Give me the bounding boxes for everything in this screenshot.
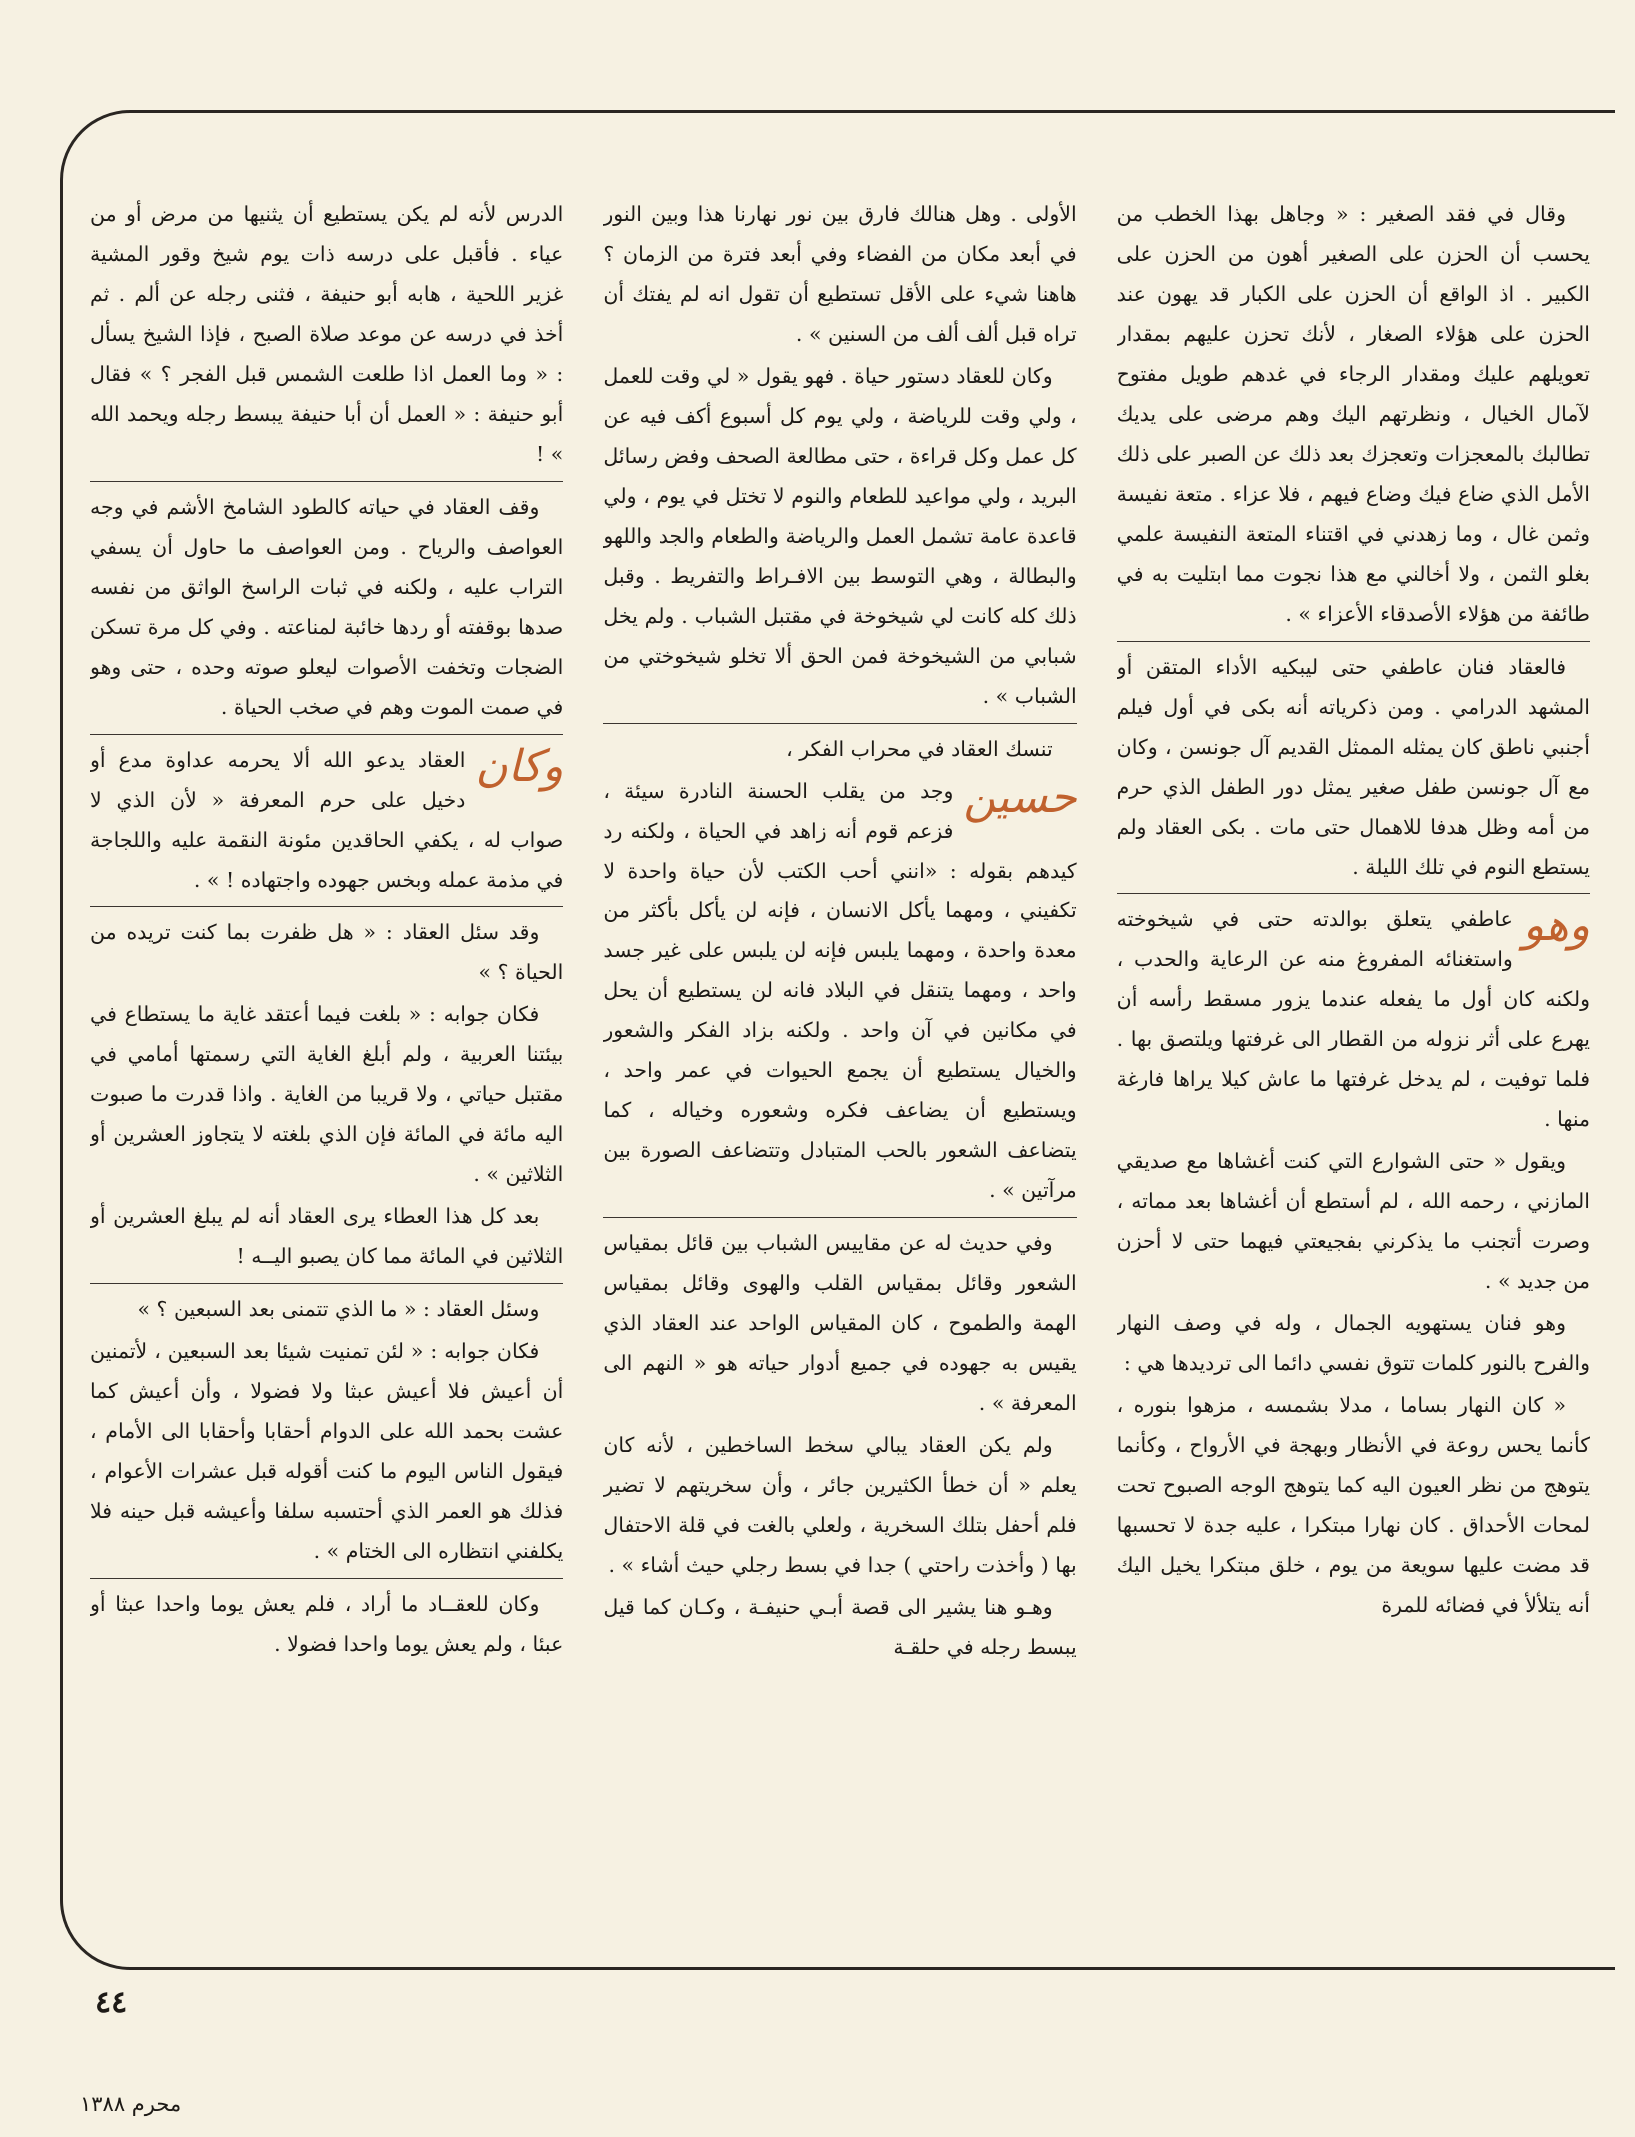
- paragraph: وفي حديث له عن مقاييس الشباب بين قائل بمقياس الشعور وقائل بمقياس القلب والهوى وقائل بمقياس الهمة والطموح ، كان المقياس الواحد عند العقاد الذي يقيس به جهوده في جميع أدوار حياته هو « النهم الى المعرفة » .: [603, 1231, 1077, 1416]
- paragraph: الدرس لأنه لم يكن يستطيع أن يثنيها من مرض أو من عياء . فأقبل على درسه ذات يوم شيخ وقور المشية غزير اللحية ، هابه أبو حنيفة ، فثنى رجله عن ألم . ثم أخذ في درسه عن موعد صلاة الصبح ، فإذا الشيخ يسأل : « وما العمل اذا طلعت الشمس قبل الفجر ؟ » فقال أبو حنيفة : « العمل أن أبا حنيفة يبسط رجله ويحمد الله » !: [90, 202, 564, 466]
- column-right: [1117, 195, 1590, 1945]
- section-divider: [90, 1578, 563, 1579]
- paragraph: ولم يكن العقاد يبالي سخط الساخطين ، لأنه كان يعلم « أن خطأ الكثيرين جائر ، وأن سخريتهم لا تضير فلم أحفل بتلك السخرية ، ولعلي بالغت في قلة الاحتفال بها ( وأخذت راحتي ) جدا في بسط رجلي حيث أشاء » .: [603, 1433, 1077, 1577]
- page-number: ٤٤: [95, 1985, 128, 2020]
- paragraph: الأولى . وهل هنالك فارق بين نور نهارنا هذا وبين النور في أبعد مكان من الفضاء وفي أبعد فترة من الزمان ؟ هاهنا شيء على الأقل تستطيع أن تقول انه لم يفتك أن تراه قبل ألف ألف من السنين » .: [603, 202, 1077, 346]
- section-divider: [1117, 641, 1590, 642]
- drop-initial: وهو: [1522, 900, 1590, 952]
- section-divider: [90, 481, 563, 482]
- paragraph: تنسك العقاد في محراب الفكر ،: [786, 736, 1053, 761]
- section-divider: [90, 906, 563, 907]
- paragraph: فالعقاد فنان عاطفي حتى ليبكيه الأداء المتقن أو المشهد الدرامي . ومن ذكرياته أنه بكى في أول فيلم أجنبي ناطق كان يمثله الممثل القديم آل جونسن ، وكان مع آل جونسن طفل صغير يمثل دور الطفل الذي حرم من أمه وظل هدفا للاهمال حتى مات . بكى العقاد ولم يستطع النوم في تلك الليلة .: [1116, 654, 1590, 879]
- paragraph: [603, 772, 1076, 1212]
- paragraph: وهـو هنا يشير الى قصة أبـي حنيفـة ، وكـان كما قيل يبسط رجله في حلقـة: [603, 1594, 1077, 1659]
- drop-initial: وكان: [475, 740, 564, 792]
- section-divider: [90, 734, 563, 735]
- paragraph: وسئل العقاد : « ما الذي تتمنى بعد السبعين ؟ »: [137, 1297, 540, 1322]
- paragraph: وقف العقاد في حياته كالطود الشامخ الأشم في وجه العواصف والرياح . ومن العواصف ما حاول أن يسفي التراب عليه ، ولكنه في ثبات الراسخ الواثق من نفسه صدها بوقفته أو ردها خائبة لمناعته . وفي كل مرة تسكن الضجات وتخفت الأصوات ليعلو صوته وحده ، حتى وهو في صمت الموت وهم في صخب الحياة .: [90, 494, 564, 719]
- section-divider: [603, 723, 1076, 724]
- paragraph: وكان للعقاد دستور حياة . فهو يقول « لي وقت للعمل ، ولي وقت للرياضة ، ولي يوم كل أسبوع أكف فيه عن كل عمل وكل قراءة ، حتى مطالعة الصحف وفض رسائل البريد ، ولي مواعيد للطعام والنوم لا تختل في يوم ، ولي قاعدة عامة تشمل العمل والرياضة والطعام والجد واللهو والبطالة ، وهي التوسط بين الافـراط والتفريط . وقبل ذلك كله كانت لي شيخوخة في مقتبل الشباب . ولم يخل شبابي من الشيخوخة فمن الحق ألا تخلو شيخوختي من الشباب » .: [603, 363, 1077, 708]
- paragraph: وقال في فقد الصغير : « وجاهل بهذا الخطب من يحسب أن الحزن على الصغير أهون من الحزن على الكبير . اذ الواقع أن الحزن على الكبار قد يهون عند الحزن على هؤلاء الصغار ، لأنك تحزن عليهم بمقدار تعويلهم عليك ومقدار الرجاء في غدهم طويل مفتوح لآمال الخيال ، ونظرتهم اليك وهم مرضى على يديك تطالبك بالمعجزات وتعجزك بعد ذلك عن الصبر على ذلك الأمل الذي ضاع فيك وضاع فيهم ، فلا عزاء . متعة نفيسة وثمن غال ، وما زهدني في اقتناء المتعة النفيسة علمي بغلو الثمن ، ولا أخالني مع هذا نجوت مما ابتليت به في طائفة من هؤلاء الأصدقاء الأعزاء » .: [1116, 202, 1590, 626]
- paragraph: بعد كل هذا العطاء يرى العقاد أنه لم يبلغ العشرين أو الثلاثين في المائة مما كان يصبو اليــه !: [90, 1204, 564, 1269]
- article-columns: [90, 195, 1590, 1945]
- paragraph: [90, 741, 563, 901]
- paragraph: فكان جوابه : « لئن تمنيت شيئا بعد السبعين ، لأتمنين أن أعيش فلا أعيش عبثا ولا فضولا ، وأن أعيش كما عشت بحمد الله على الدوام أحقابا وأحقابا الى الأمام ، فيقول الناس اليوم ما كنت أقوله قبل عشرات الأعوام ، فذلك هو العمر الذي أحتسبه سلفا وأعيشه قبل حينه فلا يكلفني انتظاره الى الختام » .: [90, 1339, 564, 1563]
- column-left: [90, 195, 563, 1945]
- section-divider: [90, 1283, 563, 1284]
- section-divider: [1117, 893, 1590, 894]
- drop-initial: حسين: [963, 771, 1077, 823]
- section-divider: [603, 1217, 1076, 1218]
- paragraph: ويقول « حتى الشوارع التي كنت أغشاها مع صديقي المازني ، رحمه الله ، لم أستطع أن أغشاها بعد مماته ، وصرت أتجنب ما يذكرني بفجيعتي فيهما حتى لا أحزن من جديد » .: [1116, 1149, 1590, 1294]
- column-middle: [603, 195, 1076, 1945]
- paragraph: وهو فنان يستهويه الجمال ، وله في وصف النهار والفرح بالنور كلمات تتوق نفسي دائما الى ترديدها هي :: [1116, 1311, 1590, 1376]
- paragraph-text: وجد من يقلب الحسنة النادرة سيئة ، فزعم قوم أنه زاهد في الحياة ، ولكنه رد كيدهم بقوله : «انني أحب الكتب لأن حياة واحدة لا تكفيني ، ومهما يأكل الانسان ، فإنه لن يأكل بأكثر من معدة واحدة ، ومهما يلبس فإنه لن يلبس على غير جسد واحد ، ومهما يتنقل في البلاد فانه لن يستطيع أن يحل في مكانين في آن واحد . ولكنه بزاد الفكر والشعور والخيال يستطيع أن يجمع الحيوات في عمر واحد ، ويستطيع أن يضاعف فكره وشعوره وخياله ، كما يتضاعف الشعور بالحب المتبادل وتتضاعف الصورة بين مرآتين » .: [603, 778, 1077, 1203]
- paragraph-text: عاطفي يتعلق بوالدته حتى في شيخوخته واستغنائه المفروغ منه عن الرعاية والحدب ، ولكنه كان أول ما يفعله عندما يزور مسقط رأسه أن يهرع على أثر نزوله من القطار الى غرفتها ويلتصق بها . فلما توفيت ، لم يدخل غرفتها ما عاش كيلا يراها فارغة منها .: [1116, 907, 1590, 1132]
- issue-date: محرم ١٣٨٨: [80, 2092, 182, 2116]
- paragraph-text: العقاد يدعو الله ألا يحرمه عداوة مدع أو دخيل على حرم المعرفة « لأن الذي لا صواب له ، يكفي الحاقدين مئونة النقمة عليه واللجاجة في مذمة عمله وبخس جهوده واجتهاده ! » .: [90, 747, 564, 892]
- paragraph: [1117, 900, 1590, 1140]
- paragraph: وقد سئل العقاد : « هل ظفرت بما كنت تريده من الحياة ؟ »: [90, 920, 564, 985]
- paragraph: وكان للعقــاد ما أراد ، فلم يعش يوما واحدا عبثا أو عبئا ، ولم يعش يوما واحدا فضولا .: [90, 1591, 564, 1656]
- paragraph: « كان النهار بساما ، مدلا بشمسه ، مزهوا بنوره ، كأنما يحس روعة في الأنظار وبهجة في الأرواح ، وكأنما يتوهج من نظر العيون اليه كما يتوهج الوجه الصبوح تحت لمحات الأحداق . كان نهارا مبتكرا ، عليه جدة لا تحسبها قد مضت عليها سويعة من يوم ، خلق مبتكرا يخيل اليك أنه يتلألأ في فضائه للمرة: [1116, 1393, 1590, 1617]
- paragraph: فكان جوابه : « بلغت فيما أعتقد غاية ما يستطاع في بيئتنا العربية ، ولم أبلغ الغاية التي رسمتها أمامي في مقتبل حياتي ، ولا قريبا من الغاية . واذا قدرت ما صبوت اليه مائة في المائة فإن الذي بلغته لا يتجاوز العشرين أو الثلاثين » .: [90, 1002, 564, 1187]
